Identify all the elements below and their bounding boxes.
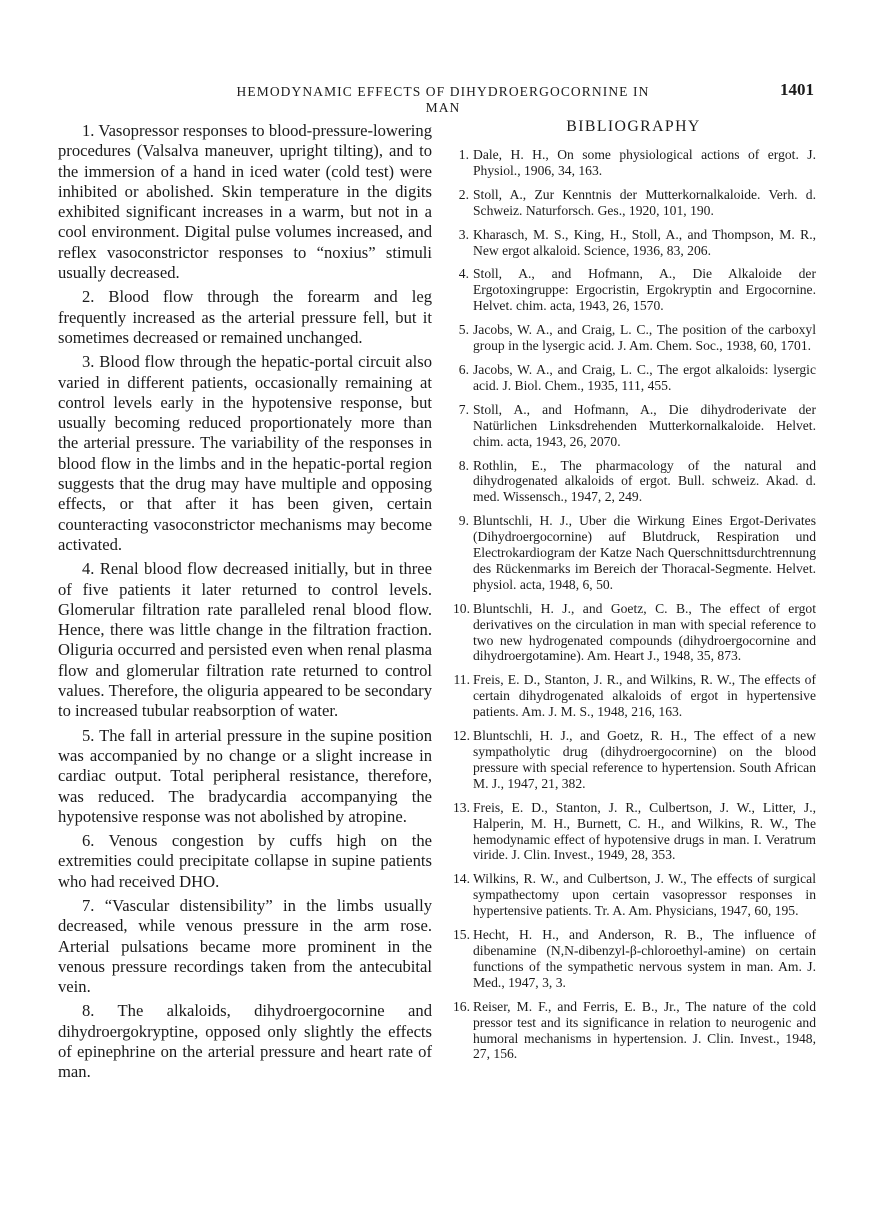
reference-number: 3. <box>458 226 469 242</box>
reference-item <box>451 147 816 179</box>
reference-item <box>451 999 816 1063</box>
reference-item <box>451 513 816 593</box>
running-title: HEMODYNAMIC EFFECTS OF DIHYDROERGOCORNINE IN MAN <box>236 84 650 115</box>
reference-item <box>451 601 816 665</box>
reference-text: Rothlin, E., The pharmacology of the natural and dihydrogenated alkaloids of ergot. Bull. schweiz. Akad. d. med. Wissensch., 1947, 2, 249. <box>473 457 816 505</box>
reference-number: 7. <box>458 401 469 417</box>
reference-item <box>451 227 816 259</box>
reference-text: Bluntschli, H. J., Uber die Wirkung Eines Ergot-Derivates (Dihydroergocornine) auf Blutdruck, Respiration und Electrokardiogram der Katze Nach Querschnittsdurchtrennung des Rückenmarks im Bereich der Thoracal-Segmente. Helvet. physiol. acta, 1948, 6, 50. <box>473 513 816 592</box>
reference-number: 4. <box>458 266 469 282</box>
reference-text: Bluntschli, H. J., and Goetz, C. B., The effect of ergot derivatives on the circulation in man with special reference to two new hydrogenated compounds (dihydroergocornine and dihydroergotamine). Am. Heart J., 1948, 35, 873. <box>473 600 816 664</box>
reference-text: Stoll, A., Zur Kenntnis der Mutterkornalkaloide. Verh. d. Schweiz. Naturforsch. Ges., 1920, 101, 190. <box>473 186 816 218</box>
reference-number: 9. <box>458 513 469 529</box>
reference-item <box>451 402 816 450</box>
conclusion-paragraph-6: 6. Venous congestion by cuffs high on the extremities could precipitate collapse in supine patients who had received DHO. <box>58 831 432 891</box>
bibliography-heading: BIBLIOGRAPHY <box>566 118 701 135</box>
reference-number: 8. <box>458 457 469 473</box>
reference-text: Jacobs, W. A., and Craig, L. C., The ergot alkaloids: lysergic acid. J. Biol. Chem., 1935, 111, 455. <box>473 361 816 393</box>
reference-number: 1. <box>458 147 469 162</box>
reference-item <box>451 187 816 219</box>
reference-text: Jacobs, W. A., and Craig, L. C., The position of the carboxyl group in the lysergic acid. J. Am. Chem. Soc., 1938, 60, 1701. <box>473 322 816 354</box>
reference-text: Reiser, M. F., and Ferris, E. B., Jr., The nature of the cold pressor test and its significance in relation to neurogenic and humoral mechanisms in hypertension. J. Clin. Invest., 1948, 27, 156. <box>473 998 816 1062</box>
reference-item <box>451 266 816 314</box>
conclusions-column <box>58 121 432 1087</box>
reference-text: Freis, E. D., Stanton, J. R., Culbertson, J. W., Litter, J., Halperin, M. H., Burnett, C. H., and Wilkins, R. W., The hemodynamic effect of hypotensive drugs in man. I. Veratrum viride. J. Clin. Invest., 1949, 28, 353. <box>473 799 816 863</box>
reference-number: 12. <box>453 728 470 744</box>
reference-list <box>451 147 816 1062</box>
reference-number: 14. <box>453 871 470 887</box>
conclusion-paragraph-3: 3. Blood flow through the hepatic-portal circuit also varied in different patients, occasionally remaining at control levels early in the hypotensive response, but usually becoming reduced proportionately more than the arterial pressure. The variability of the responses in blood flow in the limbs and in the hepatic-portal region suggests that the drug may have multiple and opposing effects, or that after it has been given, certain counteracting vasoconstrictor mechanisms may become activated. <box>58 352 432 554</box>
reference-number: 13. <box>453 799 470 815</box>
reference-text: Stoll, A., and Hofmann, A., Die dihydroderivate der Natürlichen Linksdrehenden Mutterkornalkaloide. Helvet. chim. acta, 1943, 26, 2070. <box>473 401 816 449</box>
conclusion-paragraph-1: 1. Vasopressor responses to blood-pressure-lowering procedures (Valsalva maneuver, upright tilting), and to the immersion of a hand in iced water (cold test) were inhibited or abolished. Skin temperature in the digits exhibited significant increases in a warm, but not in a cool environment. Digital pulse volumes increased, and reflex vasoconstrictor responses to “noxius” stimuli usually decreased. <box>58 121 432 283</box>
conclusion-paragraph-8: 8. The alkaloids, dihydroergocornine and dihydroergokryptine, opposed only slightly the effects of epinephrine on the arterial pressure and heart rate of man. <box>58 1001 432 1082</box>
reference-number: 16. <box>453 998 470 1014</box>
reference-text: Kharasch, M. S., King, H., Stoll, A., and Thompson, M. R., New ergot alkaloid. Science, 1936, 83, 206. <box>473 226 816 258</box>
reference-number: 6. <box>458 361 469 377</box>
page-number: 1401 <box>780 80 814 99</box>
conclusion-paragraph-2: 2. Blood flow through the forearm and leg frequently increased as the arterial pressure fell, but it sometimes decreased or remained unchanged. <box>58 287 432 347</box>
reference-item <box>451 672 816 720</box>
reference-text: Hecht, H. H., and Anderson, R. B., The influence of dibenamine (N,N-dibenzyl-β-chloroethyl-amine) on certain functions of the sympathetic nervous system in man. Am. J. Med., 1947, 3, 3. <box>473 927 816 990</box>
reference-item <box>451 322 816 354</box>
reference-item <box>451 871 816 919</box>
conclusion-paragraph-4: 4. Renal blood flow decreased initially, but in three of five patients it later returned to control levels. Glomerular filtration rate paralleled renal blood flow. Hence, there was little change in the filtration fraction. Oliguria occurred and persisted even when renal plasma flow and glomerular filtration rate returned to control values. Therefore, the oliguria appeared to be secondary to increased tubular reabsorption of water. <box>58 559 432 721</box>
reference-number: 5. <box>458 322 469 338</box>
reference-number: 11. <box>453 672 470 688</box>
reference-number: 2. <box>458 186 469 202</box>
reference-text: Dale, H. H., On some physiological actions of ergot. J. Physiol., 1906, 34, 163. <box>473 147 816 178</box>
reference-text: Bluntschli, H. J., and Goetz, R. H., The effect of a new sympatholytic drug (dihydroergocornine) on the blood pressure with special reference to hypertension. South African M. J., 1947, 21, 382. <box>473 728 816 791</box>
conclusion-paragraph-5: 5. The fall in arterial pressure in the supine position was accompanied by no change or a slight increase in cardiac output. Total peripheral resistance, therefore, was reduced. The bradycardia accompanying the hypotensive response was not abolished by atropine. <box>58 725 432 826</box>
reference-number: 10. <box>453 600 470 616</box>
reference-number: 15. <box>453 927 470 943</box>
reference-item <box>451 800 816 864</box>
conclusion-paragraph-7: 7. “Vascular distensibility” in the limbs usually decreased, while venous pressure in the arm rose. Arterial pulsations became more prominent in the venous pressure recordings taken from the antecubital vein. <box>58 895 432 997</box>
reference-text: Stoll, A., and Hofmann, A., Die Alkaloide der Ergotoxingruppe: Ergocristin, Ergokryptin and Ergocornine. Helvet. chim. acta, 1943, 26, 1570. <box>473 266 816 314</box>
reference-item <box>451 927 816 991</box>
reference-text: Wilkins, R. W., and Culbertson, J. W., The effects of surgical sympathectomy upon certain vasopressor responses in hypertensive patients. Tr. A. Am. Physicians, 1947, 60, 195. <box>473 871 816 919</box>
reference-text: Freis, E. D., Stanton, J. R., and Wilkins, R. W., The effects of certain dihydrogenated alkaloids of ergot in hypertensive patients. Am. J. M. S., 1948, 216, 163. <box>473 672 816 720</box>
reference-item <box>451 362 816 394</box>
reference-item <box>451 728 816 792</box>
bibliography-column <box>451 118 816 1070</box>
reference-item <box>451 458 816 506</box>
